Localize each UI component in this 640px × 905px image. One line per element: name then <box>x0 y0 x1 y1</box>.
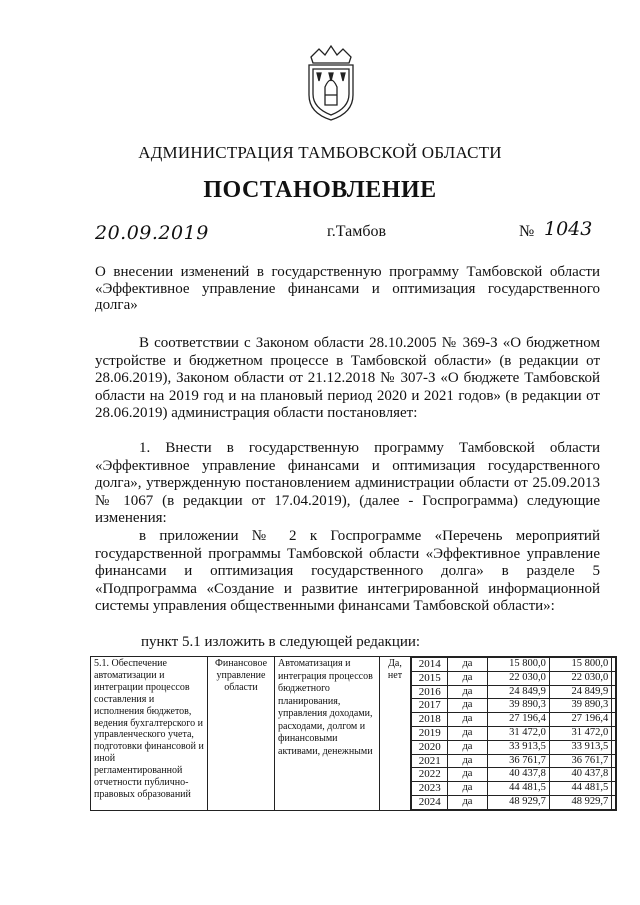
organization-name: АДМИНИСТРАЦИЯ ТАМБОВСКОЙ ОБЛАСТИ <box>138 143 502 162</box>
yearly-values <box>411 657 617 811</box>
yes-cell: да <box>448 726 487 740</box>
paragraph-preamble: В соответствии с Законом области 28.10.2005 № 369-З «О бюджетном устройстве и бюджетном процессе в Тамбовской области» (в редакции от 28.06.2019), Законом области от 21.12.2018 № 307-З «О бюджете Тамбовской области на 2019 год и на плановый период 2020 и 2021 годов» (в редакции от 28.06.2019) администрация области постановляет: <box>95 335 600 421</box>
table-row <box>91 657 617 811</box>
year-cell: 2022 <box>412 768 448 782</box>
document-number: 1043 <box>544 218 593 240</box>
year-cell: 2016 <box>412 685 448 699</box>
document-date: 20.09.2019 <box>95 222 209 244</box>
plan-cell: 22 030,0 <box>487 671 549 685</box>
empty-cell <box>612 685 616 699</box>
yes-cell: да <box>448 699 487 713</box>
table-row <box>412 768 616 782</box>
empty-cell <box>612 713 616 727</box>
paragraph-point: пункт 5.1 изложить в следующей редакции: <box>141 634 421 650</box>
fact-cell: 24 849,9 <box>549 685 611 699</box>
plan-cell: 27 196,4 <box>487 713 549 727</box>
fact-cell: 33 913,5 <box>549 740 611 754</box>
paragraph-annex: в приложении № 2 к Госпрограмме «Перечень мероприятий государственной программы Тамбовской области «Эффективное управление финансами и оптимизация государственного долга» в разделе 5 «Подпрограмма «Создание и развитие интегрированной информационной системы управления общественными финансами Тамбовской области»: <box>95 528 600 614</box>
yes-cell: да <box>448 782 487 796</box>
year-cell: 2020 <box>412 740 448 754</box>
measure-cell: 5.1. Обеспечение автоматизации и интеграции процессов составления и исполнения бюджетов, ведения бухгалтерского и управленческого учета, подготовки финансовой и иной регламентированной отчетности публично-правовых образований <box>91 657 208 811</box>
empty-cell <box>612 699 616 713</box>
year-cell: 2023 <box>412 782 448 796</box>
table-row <box>412 685 616 699</box>
table-row <box>412 740 616 754</box>
empty-cell <box>612 768 616 782</box>
year-cell: 2014 <box>412 658 448 672</box>
fact-cell: 39 890,3 <box>549 699 611 713</box>
year-cell: 2024 <box>412 795 448 809</box>
fact-cell: 36 761,7 <box>549 754 611 768</box>
empty-cell <box>612 726 616 740</box>
yes-cell: да <box>448 685 487 699</box>
fact-cell: 40 437,8 <box>549 768 611 782</box>
table-row <box>412 671 616 685</box>
yes-cell: да <box>448 658 487 672</box>
measures-table <box>90 656 617 811</box>
yes-cell: да <box>448 768 487 782</box>
plan-cell: 31 472,0 <box>487 726 549 740</box>
year-cell: 2015 <box>412 671 448 685</box>
empty-cell <box>612 795 616 809</box>
document-type: ПОСТАНОВЛЕНИЕ <box>203 177 437 203</box>
number-sign: № <box>519 223 535 240</box>
flag-cell: Да, нет <box>380 657 411 811</box>
yes-cell: да <box>448 740 487 754</box>
yes-cell: да <box>448 754 487 768</box>
year-cell: 2021 <box>412 754 448 768</box>
fact-cell: 31 472,0 <box>549 726 611 740</box>
year-cell: 2018 <box>412 713 448 727</box>
result-cell: Автоматизация и интеграция процессов бюджетного планирования, управления доходами, расходами, долгом и финансовыми активами, денежными <box>275 657 380 811</box>
table-row <box>412 726 616 740</box>
document-city: г.Тамбов <box>327 223 387 240</box>
plan-cell: 48 929,7 <box>487 795 549 809</box>
table-row <box>412 699 616 713</box>
plan-cell: 44 481,5 <box>487 782 549 796</box>
plan-cell: 15 800,0 <box>487 658 549 672</box>
document-title: О внесении изменений в государственную программу Тамбовской области «Эффективное управление финансами и оптимизация государственного долга» <box>95 264 600 313</box>
empty-cell <box>612 671 616 685</box>
empty-cell <box>612 782 616 796</box>
plan-cell: 40 437,8 <box>487 768 549 782</box>
plan-cell: 33 913,5 <box>487 740 549 754</box>
table-row <box>412 782 616 796</box>
fact-cell: 22 030,0 <box>549 671 611 685</box>
fact-cell: 15 800,0 <box>549 658 611 672</box>
table-row <box>412 713 616 727</box>
empty-cell <box>612 754 616 768</box>
plan-cell: 36 761,7 <box>487 754 549 768</box>
paragraph-item-1: 1. Внести в государственную программу Тамбовской области «Эффективное управление финансами и оптимизация государственного долга», утвержденную постановлением администрации области от 25.09.2013 № 1067 (в редакции от 17.04.2019), (далее - Госпрограмма) следующие изменения: <box>95 440 600 526</box>
yearly-values-table <box>411 657 616 810</box>
empty-cell <box>612 658 616 672</box>
fact-cell: 48 929,7 <box>549 795 611 809</box>
table-row <box>412 658 616 672</box>
plan-cell: 24 849,9 <box>487 685 549 699</box>
yes-cell: да <box>448 795 487 809</box>
year-cell: 2019 <box>412 726 448 740</box>
yes-cell: да <box>448 713 487 727</box>
yes-cell: да <box>448 671 487 685</box>
empty-cell <box>612 740 616 754</box>
fact-cell: 27 196,4 <box>549 713 611 727</box>
table-row <box>412 754 616 768</box>
coat-of-arms-icon <box>299 43 363 123</box>
table-row <box>412 795 616 809</box>
fact-cell: 44 481,5 <box>549 782 611 796</box>
plan-cell: 39 890,3 <box>487 699 549 713</box>
executor-cell: Финансовое управление области <box>208 657 275 811</box>
year-cell: 2017 <box>412 699 448 713</box>
